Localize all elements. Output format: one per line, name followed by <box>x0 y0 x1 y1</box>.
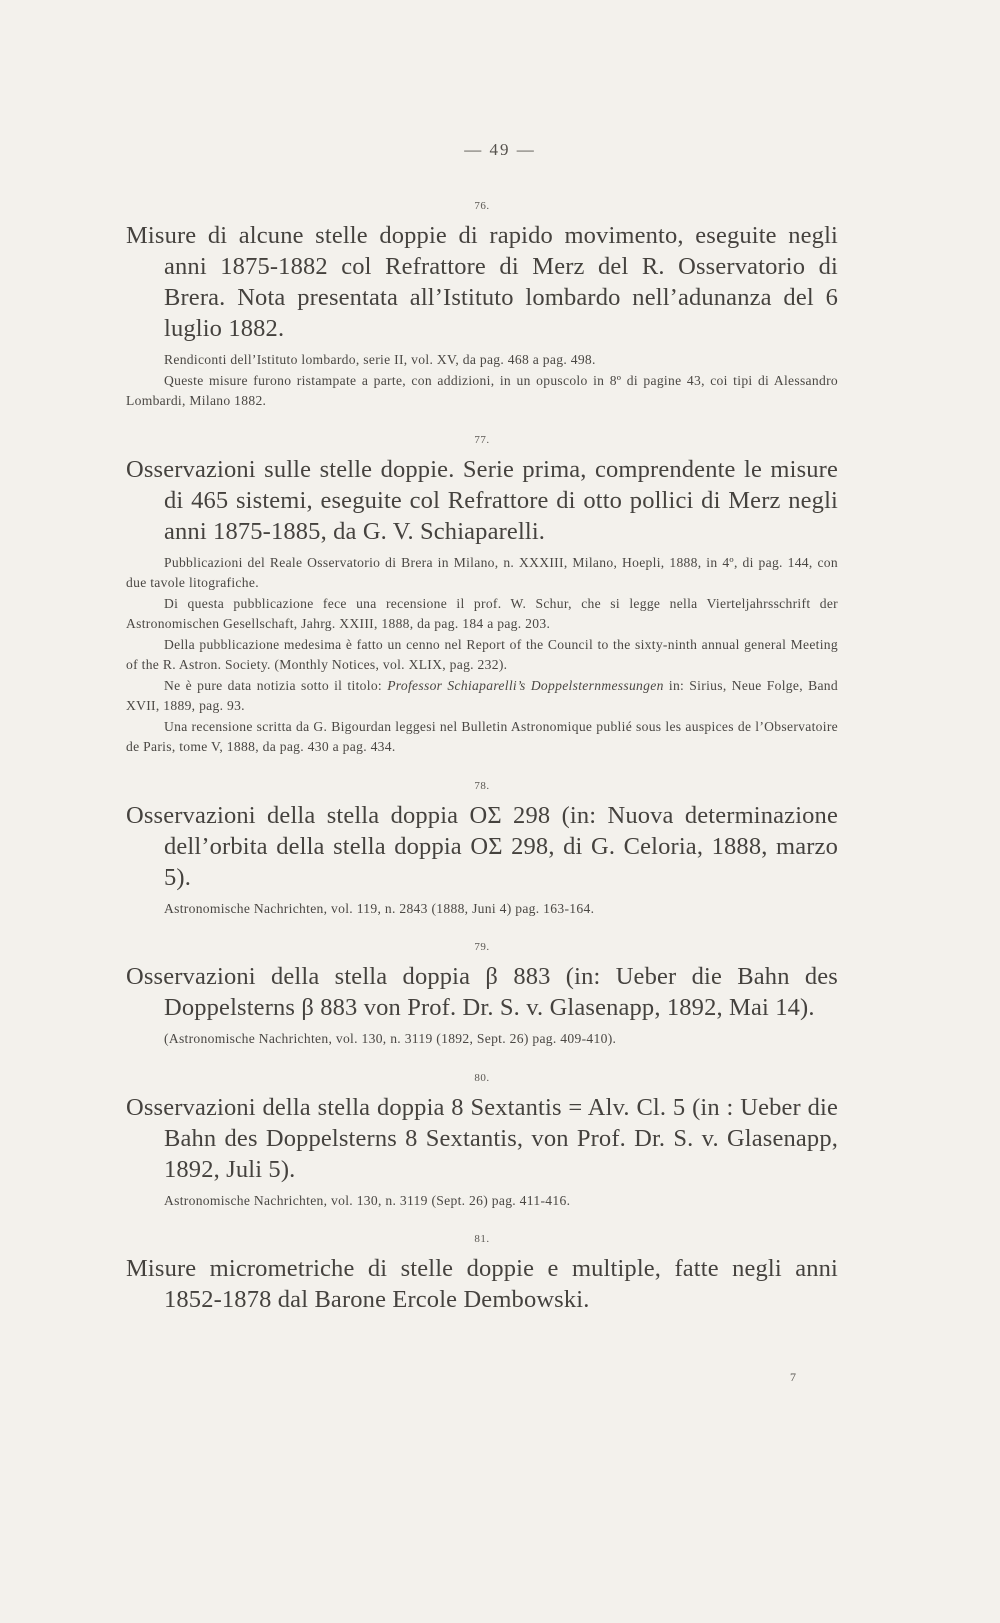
entry-note: Di questa pubblicazione fece una recensione il prof. W. Schur, che si legge nella Vierteljahrsschrift der Astronomischen Gesellschaft, Jahrg. XXIII, 1888, da pag. 184 a pag. 203. <box>126 595 838 631</box>
entry-note: Una recensione scritta da G. Bigourdan leggesi nel Bulletin Astronomique publié sous les auspices de l’Observatoire de Paris, tome V, 1888, da pag. 430 a pag. 434. <box>126 718 838 754</box>
entry-number: 76. <box>474 200 490 212</box>
entry-number: 80. <box>474 1071 490 1084</box>
bibliography-entry-80 <box>126 1072 838 1212</box>
entry-title: Misure di alcune stelle doppie di rapido movimento, eseguite negli anni 1875-1882 col Refrattore di Merz del R. Osservatorio di Brera. Nota presentata all’Istituto lombardo nell’adunanza del 6 luglio 1882. <box>126 222 838 342</box>
entry-note: Pubblicazioni del Reale Osservatorio di Brera in Milano, n. XXXIII, Milano, Hoepli, 1888, in 4º, di pag. 144, con due tavole litografiche. <box>126 554 838 590</box>
entry-note: (Astronomische Nachrichten, vol. 130, n. 3119 (1892, Sept. 26) pag. 409-410). <box>164 1031 617 1046</box>
entry-note: Rendiconti dell’Istituto lombardo, serie II, vol. XV, da pag. 468 a pag. 498. <box>164 352 596 367</box>
entry-note: Astronomische Nachrichten, vol. 130, n. 3119 (Sept. 26) pag. 411-416. <box>164 1192 571 1208</box>
signature-mark: 7 <box>790 1370 796 1384</box>
entry-number: 78. <box>474 779 490 792</box>
note-italic-title: Professor Schiaparelli’s Doppelsternmessungen <box>387 677 664 693</box>
entry-number: 77. <box>474 433 490 446</box>
entry-note: Queste misure furono ristampate a parte, con addizioni, in un opuscolo in 8º di pagine 43, coi tipi di Alessandro Lombardi, Milano 1882. <box>126 372 838 408</box>
entry-title: Osservazioni della stella doppia β 883 (in: Ueber die Bahn des Doppelsterns β 883 von Prof. Dr. S. v. Glasenapp, 1892, Mai 14). <box>126 963 838 1021</box>
entry-title: Osservazioni della stella doppia 8 Sextantis = Alv. Cl. 5 (in : Ueber die Bahn des Doppelsterns 8 Sextantis, von Prof. Dr. S. v. Glasenapp, 1892, Juli 5). <box>126 1093 838 1183</box>
entry-number: 81. <box>474 1233 490 1245</box>
bibliography-entry-79 <box>126 941 838 1050</box>
bibliography-entry-77 <box>126 434 838 758</box>
entry-number: 79. <box>474 941 490 953</box>
bibliography-entry-78 <box>126 780 838 920</box>
bibliography-entry-76 <box>126 200 838 412</box>
entry-note: Astronomische Nachrichten, vol. 119, n. 2843 (1888, Juni 4) pag. 163-164. <box>164 900 595 916</box>
entry-title: Osservazioni sulle stelle doppie. Serie prima, comprendente le misure di 465 sistemi, eseguite col Refrattore di otto pollici di Merz negli anni 1875-1885, da G. V. Schiaparelli. <box>126 455 838 545</box>
bibliography-entry-81 <box>126 1233 838 1315</box>
entry-title: Osservazioni della stella doppia OΣ 298 (in: Nuova determinazione dell’orbita della stella doppia OΣ 298, di G. Celoria, 1888, marzo 5). <box>126 801 838 891</box>
entry-note-italic <box>126 676 838 717</box>
bibliography-list <box>126 200 838 1315</box>
page-number: — 49 — <box>464 140 536 159</box>
note-text: in: Sirius, Neue Folge, Band XVII, 1889, pag. 93. <box>126 677 839 713</box>
note-text: Ne è pure data notizia sotto il titolo: <box>164 677 388 693</box>
entry-title: Misure micrometriche di stelle doppie e multiple, fatte negli anni 1852-1878 dal Barone Ercole Dembowski. <box>126 1255 838 1313</box>
entry-note: Della pubblicazione medesima è fatto un cenno nel Report of the Council to the sixty-ninth annual general Meeting of the R. Astron. Society. (Monthly Notices, vol. XLIX, pag. 232). <box>126 636 838 672</box>
